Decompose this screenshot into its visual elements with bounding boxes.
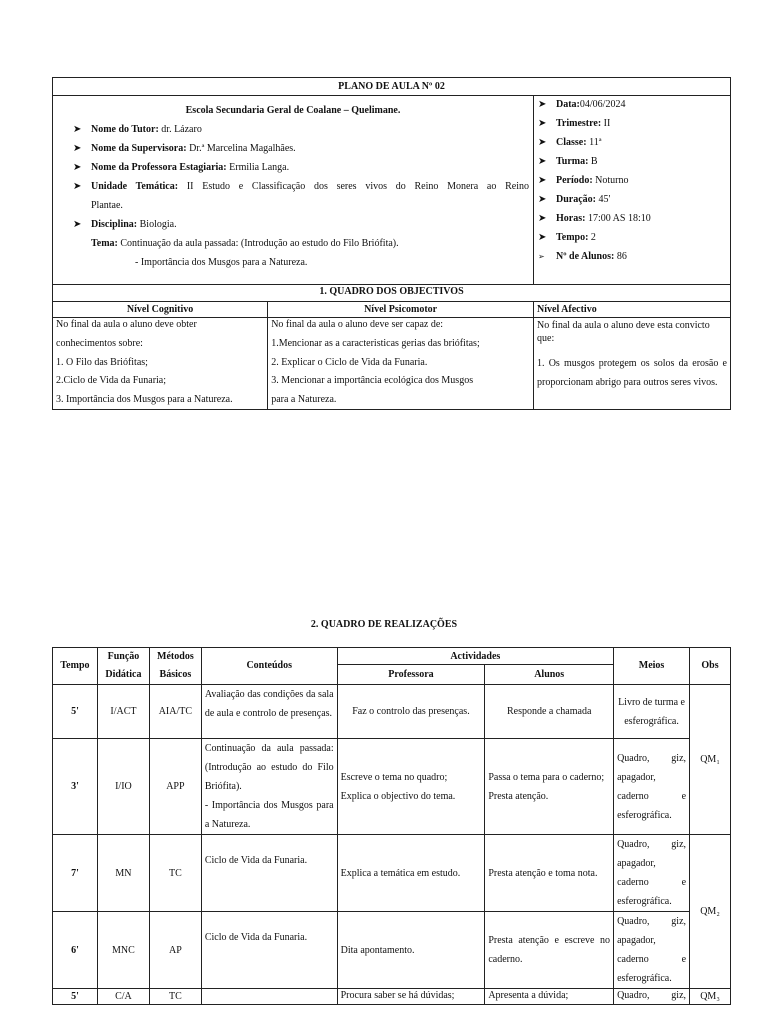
arrow-bullet-icon: ➤ [538, 232, 547, 243]
lesson-plan-table [52, 77, 731, 410]
cell-funcao: I/IO [97, 739, 149, 835]
header-tempo: Tempo [53, 648, 98, 685]
table-row [53, 989, 731, 1005]
meta-trimester: ➤ Trimestre: II [538, 114, 726, 133]
unit-line: ➤ Unidade Temática: II Estudo e Classificação dos seres vivos do Reino Monera ao Reino [57, 177, 529, 196]
cell-alunos: Presta atenção e toma nota. [485, 835, 614, 912]
unit-line-cont: Plantae. [91, 200, 123, 211]
cell-professora: Faz o controlo das presenças. [337, 685, 485, 739]
meta-date: ➤ Data:04/06/2024 [538, 95, 726, 114]
meta-tempo: ➤ Tempo: 2 [538, 228, 726, 247]
objectives-affective-cell [534, 318, 731, 410]
psychomotor-line: 3. Mencionar a importância ecológica dos Musgos [271, 375, 474, 386]
meta-group: ➤ Turma: B [538, 152, 726, 171]
meta-students: ➢ Nº de Alunos: 86 [538, 247, 726, 266]
trainee-line: ➤ Nome da Professora Estagiaria: Ermilia Langa. [57, 158, 529, 177]
cell-metodos: TC [149, 835, 201, 912]
objectives-header-affective: Nível Afectivo [534, 302, 731, 318]
header-metodos: Métodos Básicos [149, 648, 201, 685]
cell-meios: Livro de turma e esferográfica. [614, 685, 690, 739]
cell-professora: Explica a temática em estudo. [337, 835, 485, 912]
cell-funcao: I/ACT [97, 685, 149, 739]
supervisor-line: ➤ Nome da Supervisora: Dr.ª Marcelina Magalhães. [57, 139, 529, 158]
objectives-title: 1. QUADRO DOS OBJECTIVOS [53, 285, 731, 302]
cell-funcao: C/A [97, 989, 149, 1005]
cell-alunos: Responde a chamada [485, 685, 614, 739]
arrow-bullet-icon: ➢ [538, 252, 545, 261]
cell-tempo: 5' [53, 685, 98, 739]
cell-alunos: Apresenta a dúvida; [485, 989, 614, 1005]
cell-professora [337, 739, 485, 835]
cell-metodos: AIA/TC [149, 685, 201, 739]
cell-funcao: MNC [97, 912, 149, 989]
conteudos-text: - Importância dos Musgos para a Natureza. [204, 800, 334, 830]
psychomotor-line: 2. Explicar o Ciclo de Vida da Funaria. [271, 357, 428, 368]
cell-tempo: 3' [53, 739, 98, 835]
objectives-header-psychomotor: Nível Psicomotor [268, 302, 534, 318]
table-row [53, 835, 731, 912]
cell-conteudos: Ciclo de Vida da Funaria. [201, 835, 337, 912]
header-funcao: Função Didática [97, 648, 149, 685]
arrow-bullet-icon: ➤ [538, 99, 547, 110]
cognitive-line: No final da aula o aluno deve obter [56, 319, 197, 330]
cell-tempo: 7' [53, 835, 98, 912]
arrow-bullet-icon: ➤ [73, 143, 82, 154]
header-professora: Professora [337, 665, 485, 685]
cognitive-line: conhecimentos sobre: [56, 338, 143, 349]
objectives-header-cognitive: Nível Cognitivo [53, 302, 268, 318]
cell-alunos: Presta atenção e escreve no caderno. [485, 912, 614, 989]
table-row [53, 685, 731, 739]
arrow-bullet-icon: ➤ [538, 118, 547, 129]
cell-obs: QM₂ [690, 835, 731, 989]
arrow-bullet-icon: ➤ [538, 175, 547, 186]
objectives-cognitive-cell [53, 318, 268, 410]
cell-meios: Quadro, giz, apagador, caderno e esferográfica. [614, 912, 690, 989]
conteudos-text: Continuação da aula passada: (Introdução ao estudo do Filo Briófita). [204, 743, 334, 792]
arrow-bullet-icon: ➤ [538, 213, 547, 224]
cell-conteudos [201, 989, 337, 1005]
meta-class: ➤ Classe: 11ª [538, 133, 726, 152]
cognitive-line: 3. Importância dos Musgos para a Natureza. [56, 394, 233, 405]
cell-conteudos [201, 739, 337, 835]
plan-title: PLANO DE AULA Nº 02 [53, 78, 731, 96]
psychomotor-line: No final da aula o aluno deve ser capaz de: [271, 319, 444, 330]
cell-metodos: TC [149, 989, 201, 1005]
discipline-line: ➤ Disciplina: Biologia. [57, 215, 529, 234]
cell-meios: Quadro, giz, apagador, caderno e esferográfica. [614, 739, 690, 835]
table-row [53, 912, 731, 989]
cell-metodos: APP [149, 739, 201, 835]
cell-professora: Procura saber se há dúvidas; [337, 989, 485, 1005]
cell-conteudos: Avaliação das condições da sala de aula e controlo de presenças. [201, 685, 337, 739]
header-alunos: Alunos [485, 665, 614, 685]
arrow-bullet-icon: ➤ [538, 156, 547, 167]
header-conteudos: Conteúdos [201, 648, 337, 685]
arrow-bullet-icon: ➤ [538, 194, 547, 205]
psychomotor-line: 1.Mencionar as a caracteristicas gerias das briófitas; [271, 338, 480, 349]
header-obs: Obs [690, 648, 731, 685]
meta-period: ➤ Período: Noturno [538, 171, 726, 190]
header-meios: Meios [614, 648, 690, 685]
cell-metodos: AP [149, 912, 201, 989]
cell-meios: Quadro, giz, apagador, caderno e esferográfica. [614, 835, 690, 912]
cell-professora: Dita apontamento. [337, 912, 485, 989]
professora-text: Explica o objectivo do tema. [340, 790, 456, 802]
arrow-bullet-icon: ➤ [73, 219, 82, 230]
cell-obs: QM₃ [690, 989, 731, 1005]
table-row [53, 739, 731, 835]
objectives-psychomotor-cell [268, 318, 534, 410]
meta-duration: ➤ Duração: 45' [538, 190, 726, 209]
affective-item: 1. Os musgos protegem os solos da erosão e proporcionam abrigo para outros seres vivos. [537, 358, 727, 388]
meta-hours: ➤ Horas: 17:00 AS 18:10 [538, 209, 726, 228]
tutor-line: ➤ Nome do Tutor: dr. Lázaro [57, 120, 529, 139]
cognitive-line: 1. O Filo das Briófitas; [56, 357, 148, 368]
theme-line: Tema: Continuação da aula passada: (Introdução ao estudo do Filo Briófita). [91, 238, 399, 249]
cell-tempo: 6' [53, 912, 98, 989]
professora-text: Escreve o tema no quadro; [340, 771, 448, 783]
arrow-bullet-icon: ➤ [538, 137, 547, 148]
cognitive-line: 2.Ciclo de Vida da Funaria; [56, 375, 167, 386]
cell-alunos [485, 739, 614, 835]
cell-funcao: MN [97, 835, 149, 912]
cell-conteudos: Ciclo de Vida da Funaria. [201, 912, 337, 989]
plan-meta [534, 96, 731, 285]
alunos-text: Presta atenção. [488, 790, 549, 802]
affective-intro: No final da aula o aluno deve esta convicto que: [537, 320, 710, 344]
realizations-title: 2. QUADRO DE REALIZAÇÕES [310, 619, 458, 630]
alunos-text: Passa o tema para o caderno; [488, 771, 605, 783]
psychomotor-line: para a Natureza. [271, 394, 337, 405]
theme-sub-line: - Importância dos Musgos para a Natureza. [135, 257, 308, 268]
school-name: Escola Secundaria Geral de Coalane – Quelimane. [185, 105, 401, 116]
arrow-bullet-icon: ➤ [73, 162, 82, 173]
cell-tempo: 5' [53, 989, 98, 1005]
plan-details [53, 96, 534, 285]
arrow-bullet-icon: ➤ [73, 181, 82, 192]
header-actividades: Actividades [337, 648, 613, 665]
arrow-bullet-icon: ➤ [73, 124, 82, 135]
cell-obs: QM₁ [690, 685, 731, 835]
realizations-table [52, 647, 731, 1005]
cell-meios: Quadro, giz, [614, 989, 690, 1005]
